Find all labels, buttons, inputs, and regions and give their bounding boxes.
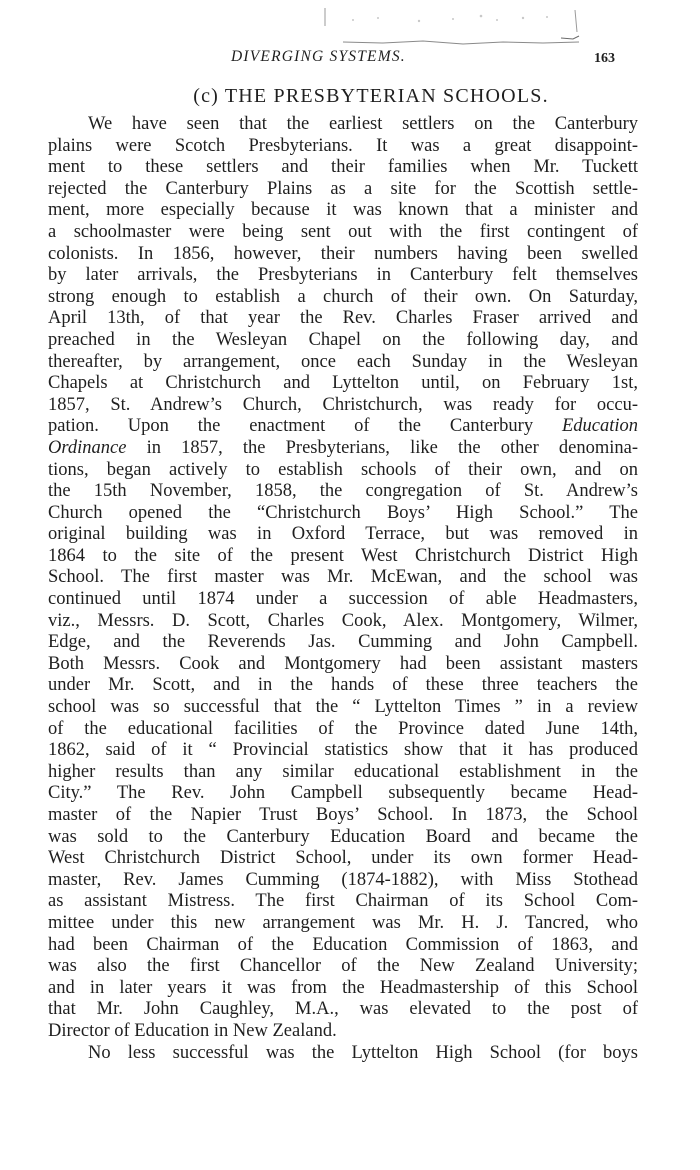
text-segment: under Mr. Scott, and in the hands of these three teachers the bbox=[48, 675, 638, 696]
text-segment: No less successful was the Lyttelton High School (for boys bbox=[88, 1042, 638, 1063]
text-line bbox=[48, 805, 638, 827]
text-segment: continued until 1874 under a succession of able Headmasters, bbox=[48, 589, 638, 610]
text-segment: in 1857, the Presbyterians, like the other denomina- bbox=[126, 437, 638, 458]
text-segment: 1862, said of it “ Provincial statistics show that it has produced bbox=[48, 740, 638, 761]
text-segment: preached in the Wesleyan Chapel on the following day, and bbox=[48, 329, 638, 350]
text-line bbox=[48, 567, 638, 589]
text-line bbox=[48, 762, 638, 784]
text-line bbox=[48, 870, 638, 892]
text-line bbox=[48, 654, 638, 676]
text-line bbox=[48, 265, 638, 287]
text-segment: that Mr. John Caughley, M.A., was elevated to the post of bbox=[48, 999, 638, 1020]
italic-title: Education bbox=[561, 416, 638, 437]
text-segment: master of the Napier Trust Boys’ School. In 1873, the School bbox=[48, 805, 638, 825]
text-line bbox=[48, 611, 638, 633]
body-text bbox=[48, 114, 638, 1064]
text-segment: of the educational facilities of the Province dated June 14th, bbox=[48, 718, 638, 739]
text-line bbox=[48, 373, 638, 395]
text-line bbox=[48, 719, 638, 741]
text-segment: had been Chairman of the Education Commission of 1863, and bbox=[48, 934, 638, 955]
text-segment: Edge, and the Reverends Jas. Cumming and John Campbell. bbox=[48, 632, 638, 653]
text-segment: master, Rev. James Cumming (1874-1882), with Miss Stothead bbox=[48, 869, 638, 890]
page-number: 163 bbox=[594, 51, 615, 66]
text-line bbox=[48, 891, 638, 913]
text-segment: by later arrivals, the Presbyterians in Canterbury felt themselves bbox=[48, 265, 638, 286]
text-segment: thereafter, by arrangement, once each Sunday in the Wesleyan bbox=[48, 351, 638, 372]
text-line bbox=[48, 675, 638, 697]
text-line bbox=[48, 956, 638, 978]
text-segment: Church opened the “Christchurch Boys’ High School.” The bbox=[48, 502, 638, 523]
text-line bbox=[48, 438, 638, 460]
text-segment: as assistant Mistress. The first Chairman of its School Com- bbox=[48, 891, 638, 912]
text-segment: was sold to the Canterbury Education Board and became the bbox=[48, 826, 638, 847]
text-line bbox=[48, 503, 638, 525]
text-line bbox=[48, 999, 638, 1021]
text-segment: was also the first Chancellor of the New Zealand University; bbox=[48, 956, 638, 977]
text-line bbox=[48, 200, 638, 222]
text-line bbox=[48, 308, 638, 330]
text-line bbox=[48, 395, 638, 417]
text-line bbox=[48, 481, 638, 503]
text-segment: plains were Scotch Presbyterians. It was a great disappoint- bbox=[48, 135, 638, 156]
text-line bbox=[48, 416, 638, 438]
text-line bbox=[48, 524, 638, 546]
text-segment: a schoolmaster were being sent out with the first contingent of bbox=[48, 221, 638, 242]
text-line bbox=[48, 136, 638, 158]
text-segment: strong enough to establish a church of their own. On Saturday, bbox=[48, 286, 638, 307]
text-segment: ment to these settlers and their families when Mr. Tuckett bbox=[48, 157, 638, 178]
text-segment: 1857, St. Andrew’s Church, Christchurch, was ready for occu- bbox=[48, 394, 638, 415]
text-line bbox=[48, 330, 638, 352]
text-line bbox=[48, 352, 638, 374]
text-line bbox=[48, 783, 638, 805]
text-segment: pation. Upon the enactment of the Canterbury bbox=[48, 416, 562, 437]
text-line bbox=[48, 1021, 638, 1043]
stamp-mark bbox=[323, 2, 585, 50]
text-line bbox=[48, 589, 638, 611]
text-segment: 1864 to the site of the present West Christchurch District High bbox=[48, 545, 638, 566]
text-line bbox=[48, 287, 638, 309]
text-line bbox=[48, 460, 638, 482]
running-head: DIVERGING SYSTEMS. bbox=[231, 48, 406, 65]
text-line bbox=[48, 740, 638, 762]
text-line bbox=[48, 222, 638, 244]
text-segment: colonists. In 1856, however, their numbers having been swelled bbox=[48, 243, 638, 264]
text-line bbox=[48, 848, 638, 870]
text-segment: We have seen that the earliest settlers on the Canterbury bbox=[88, 114, 638, 134]
text-line bbox=[48, 114, 638, 136]
text-segment: Chapels at Christchurch and Lyttelton until, on February 1st, bbox=[48, 373, 638, 394]
section-heading: (c) THE PRESBYTERIAN SCHOOLS. bbox=[193, 85, 549, 107]
text-line bbox=[48, 179, 638, 201]
text-line bbox=[48, 978, 638, 1000]
text-line bbox=[48, 157, 638, 179]
text-segment: the 15th November, 1858, the congregation of St. Andrew’s bbox=[48, 481, 638, 502]
text-line bbox=[48, 913, 638, 935]
text-line bbox=[48, 1043, 638, 1065]
text-line bbox=[48, 632, 638, 654]
text-segment: viz., Messrs. D. Scott, Charles Cook, Alex. Montgomery, Wilmer, bbox=[48, 610, 638, 631]
text-line bbox=[48, 827, 638, 849]
text-segment: mittee under this new arrangement was Mr. H. J. Tancred, who bbox=[48, 912, 638, 933]
text-segment: West Christchurch District School, under its own former Head- bbox=[48, 848, 638, 869]
text-segment: ment, more especially because it was known that a minister and bbox=[48, 200, 638, 221]
text-segment: Director of Education in New Zealand. bbox=[48, 1020, 337, 1041]
text-line bbox=[48, 935, 638, 957]
text-line bbox=[48, 546, 638, 568]
text-line bbox=[48, 244, 638, 266]
text-segment: April 13th, of that year the Rev. Charles Fraser arrived and bbox=[48, 308, 638, 329]
text-segment: higher results than any similar educational establishment in the bbox=[48, 761, 638, 782]
text-line bbox=[48, 697, 638, 719]
text-segment: School. The first master was Mr. McEwan, and the school was bbox=[48, 567, 638, 588]
text-segment: City.” The Rev. John Campbell subsequently became Head- bbox=[48, 783, 638, 804]
text-segment: original building was in Oxford Terrace, but was removed in bbox=[48, 524, 638, 545]
text-segment: school was so successful that the “ Lyttelton Times ” in a review bbox=[48, 697, 638, 718]
text-segment: tions, began actively to establish schools of their own, and on bbox=[48, 459, 638, 480]
italic-title: Ordinance bbox=[48, 437, 127, 458]
text-segment: Both Messrs. Cook and Montgomery had been assistant masters bbox=[48, 653, 638, 674]
text-segment: and in later years it was from the Headmastership of this School bbox=[48, 977, 638, 998]
text-segment: rejected the Canterbury Plains as a site for the Scottish settle- bbox=[48, 178, 638, 199]
